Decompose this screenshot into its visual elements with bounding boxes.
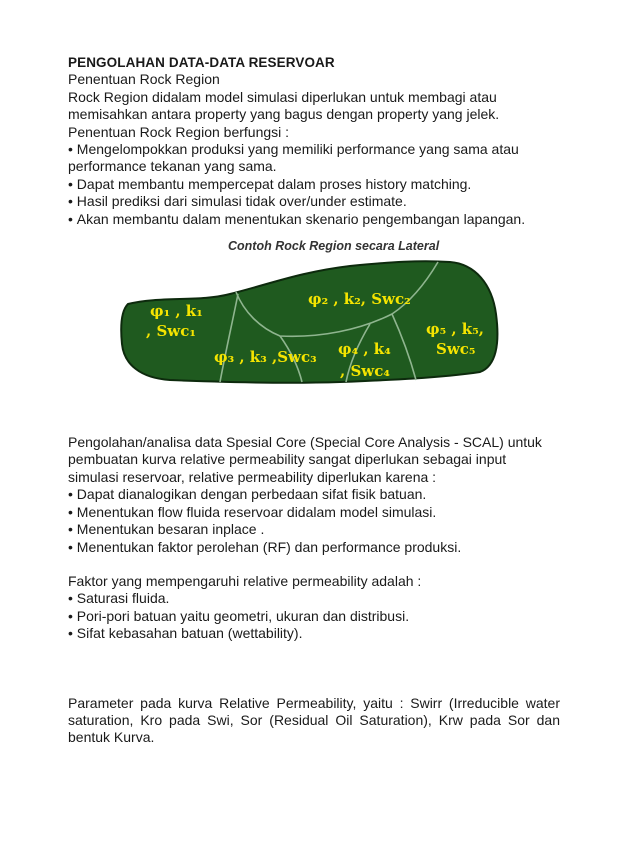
rock-region-map [120, 254, 500, 394]
list-item: • Menentukan flow fluida reservoar didalam model simulasi. [68, 504, 560, 521]
factors-lead: Faktor yang mempengaruhi relative permeability adalah : [68, 572, 422, 589]
region-label-5-swc: Swc₅ [436, 340, 476, 359]
region-label-2: φ₂ , k₂, Swc₂ [308, 290, 411, 309]
rock-region-figure [68, 238, 560, 398]
list-item: • Menentukan besaran inplace . [68, 521, 560, 538]
section-heading-rock-region: Penentuan Rock Region [68, 71, 220, 88]
region-label-3: φ₃ , k₃ ,Swc₃ [214, 348, 317, 367]
rock-region-paragraph: Rock Region didalam model simulasi diperlukan untuk membagi atau memisahkan antara property yang bagus dengan property yang jelek. [68, 88, 500, 123]
region-label-5: φ₅ , k₅, [426, 320, 484, 339]
scal-paragraph: Pengolahan/analisa data Spesial Core (Special Core Analysis - SCAL) untuk pembuatan kurva relative permeability sangat diperlukan sebagai input simulasi reservoar, relative permeability diperlukan karena : [68, 434, 542, 485]
region-label-1: φ₁ , k₁ [150, 302, 203, 321]
list-item: • Dapat membantu mempercepat dalam proses history matching. [68, 176, 560, 193]
document-page [68, 54, 560, 747]
region-label-4-swc: , Swc₄ [340, 362, 390, 381]
list-item: • Akan membantu dalam menentukan skenario pengembangan lapangan. [68, 211, 560, 228]
list-item: • Menentukan faktor perolehan (RF) dan performance produksi. [68, 539, 560, 556]
list-item: • Hasil prediksi dari simulasi tidak over/under estimate. [68, 193, 560, 210]
list-item: • Saturasi fluida. [68, 590, 560, 607]
parameter-paragraph: Parameter pada kurva Relative Permeability, yaitu : Swirr (Irreducible water saturation, Kro pada Swi, Sor (Residual Oil Saturation), Krw pada Sor dan bentuk Kurva. [68, 694, 560, 746]
figure-caption: Contoh Rock Region secara Lateral [228, 239, 440, 254]
list-item: • Mengelompokkan produksi yang memiliki performance yang sama atau performance tekanan yang sama. [68, 141, 560, 176]
list-item: • Dapat dianalogikan dengan perbedaan sifat fisik batuan. [68, 486, 560, 503]
list-item: • Pori-pori batuan yaitu geometri, ukuran dan distribusi. [68, 608, 560, 625]
rock-region-lead: Penentuan Rock Region berfungsi : [68, 123, 290, 140]
list-item: • Sifat kebasahan batuan (wettability). [68, 625, 560, 642]
region-label-4: φ₄ , k₄ [338, 340, 391, 359]
region-label-1-swc: , Swc₁ [146, 322, 196, 341]
document-title: PENGOLAHAN DATA-DATA RESERVOAR [68, 55, 335, 70]
